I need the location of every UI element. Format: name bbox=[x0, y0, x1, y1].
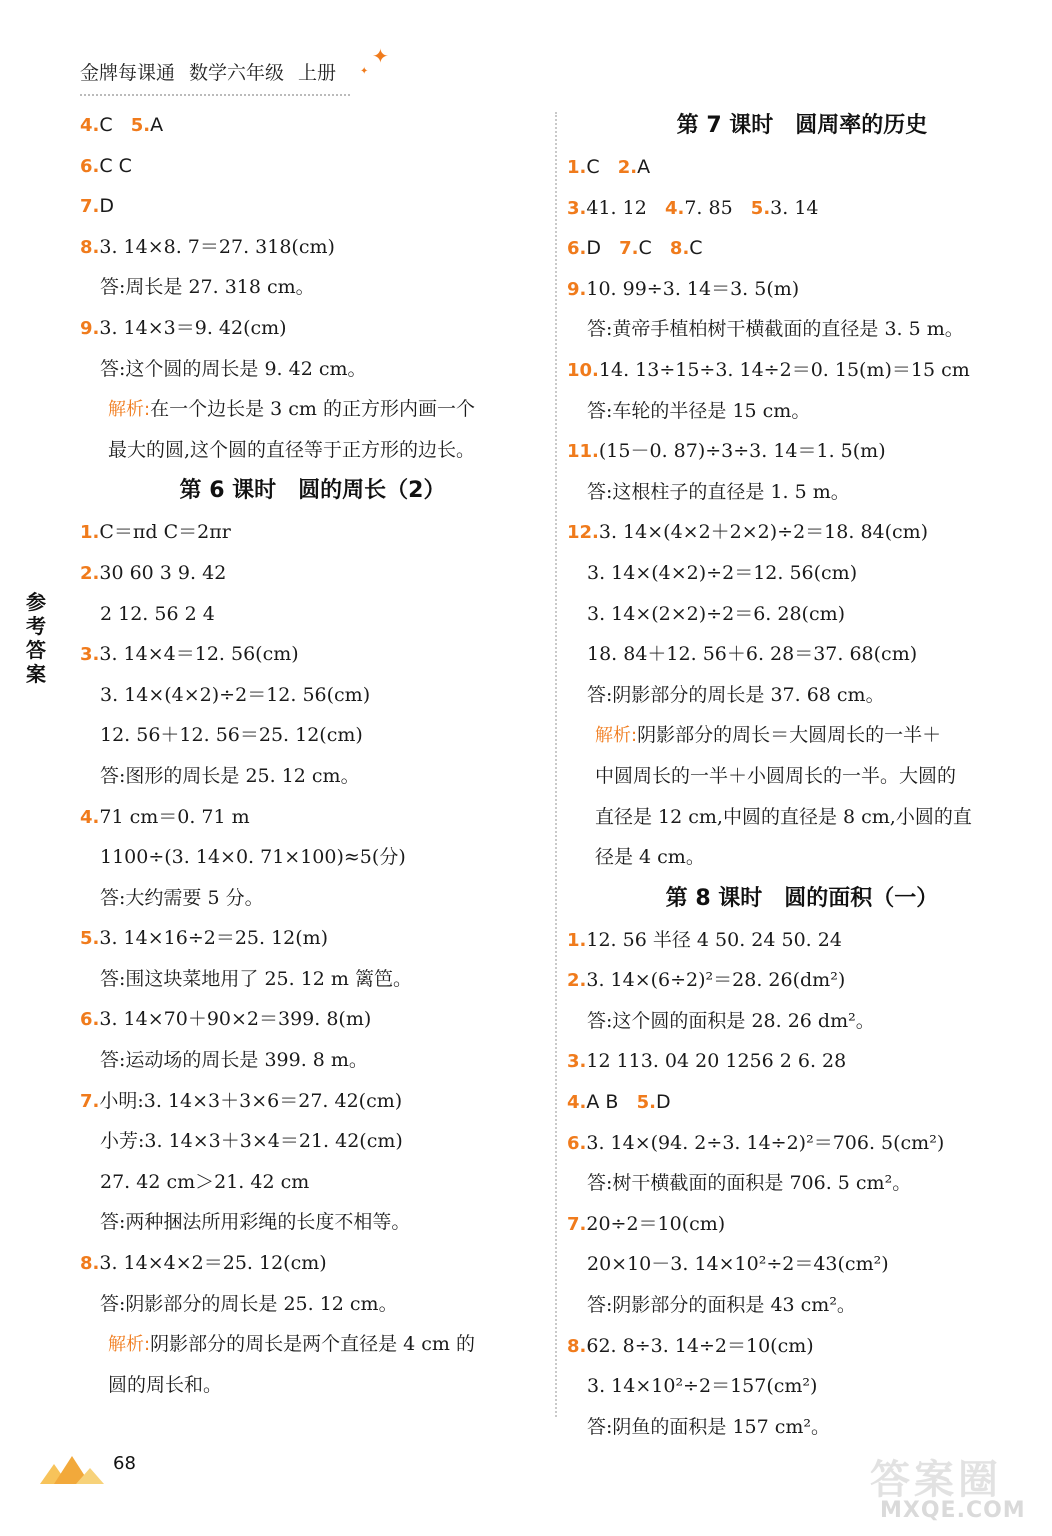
answer-line bbox=[567, 1407, 1037, 1448]
subject-grade: 数学六年级 bbox=[189, 62, 285, 84]
analysis-line bbox=[80, 1365, 545, 1406]
analysis-line bbox=[567, 797, 1037, 838]
answer-line bbox=[80, 1121, 545, 1162]
answer-text: C bbox=[638, 237, 652, 260]
answer-text: 3. 14×(2×2)÷2＝6. 28(cm) bbox=[587, 602, 846, 625]
answer-text: 答:阴影部分的面积是 43 cm²。 bbox=[587, 1294, 856, 1317]
answer-line bbox=[80, 1081, 545, 1122]
question-number: 4. bbox=[567, 1092, 587, 1114]
question-number: 12. bbox=[567, 522, 599, 544]
question-number: 3. bbox=[80, 644, 100, 666]
answer-text: 18. 84＋12. 56＋6. 28＝37. 68(cm) bbox=[587, 643, 918, 666]
answer-line bbox=[567, 594, 1037, 635]
right-column bbox=[567, 105, 1037, 1447]
answer-text: 20×10－3. 14×10²÷2＝43(cm²) bbox=[587, 1253, 889, 1276]
answer-text: C bbox=[99, 114, 113, 136]
answer-text: 小芳:3. 14×3＋3×4＝21. 42(cm) bbox=[100, 1130, 403, 1153]
question-number: 8. bbox=[80, 1253, 100, 1275]
question-number: 8. bbox=[80, 236, 100, 258]
question-number: 3. bbox=[567, 1051, 587, 1073]
answer-text: (15－0. 87)÷3÷3. 14＝1. 5(m) bbox=[598, 440, 886, 463]
answer-text: 3. 14×(94. 2÷3. 14÷2)²＝706. 5(cm²) bbox=[586, 1131, 945, 1154]
answer-line bbox=[80, 308, 545, 349]
answer-line bbox=[567, 188, 1037, 229]
question-number: 2. bbox=[617, 157, 638, 178]
section-title bbox=[80, 470, 545, 512]
answer-line bbox=[80, 999, 545, 1040]
answer-text: 3. 14×16÷2＝25. 12(m) bbox=[99, 927, 329, 950]
answer-text: 中圆周长的一半＋小圆周长的一半。大圆的 bbox=[595, 764, 957, 787]
answer-line bbox=[567, 634, 1037, 675]
answer-text: 答:这个圆的面积是 28. 26 dm²。 bbox=[587, 1009, 875, 1032]
answer-line bbox=[567, 269, 1037, 310]
answer-text: 12. 56 半径 4 50. 24 50. 24 bbox=[586, 928, 842, 951]
question-number: 7. bbox=[619, 238, 639, 260]
answer-line bbox=[80, 837, 545, 878]
answer-text: 答:围这块菜地用了 25. 12 m 篱笆。 bbox=[100, 967, 412, 990]
page-number: 68 bbox=[113, 1453, 136, 1474]
question-number: 2. bbox=[567, 970, 587, 992]
answer-text: 3. 14 bbox=[770, 196, 819, 219]
answer-text: 27. 42 cm＞21. 42 cm bbox=[100, 1170, 310, 1193]
answer-line bbox=[567, 920, 1037, 961]
question-number: 4. bbox=[80, 115, 100, 136]
answer-text: C bbox=[586, 156, 600, 178]
question-number: 9. bbox=[567, 278, 587, 300]
question-number: 6. bbox=[567, 238, 587, 260]
running-header bbox=[80, 58, 350, 96]
column-divider bbox=[555, 112, 557, 1417]
answer-text: C＝πd C＝2πr bbox=[99, 521, 231, 544]
question-number: 5. bbox=[130, 115, 151, 136]
watermark bbox=[860, 1448, 1040, 1528]
answer-text: D bbox=[586, 237, 602, 260]
answer-text: 3. 14×8. 7＝27. 318(cm) bbox=[99, 235, 335, 258]
answer-text: 71 cm＝0. 71 m bbox=[99, 805, 250, 828]
volume: 上册 bbox=[298, 62, 337, 84]
answer-text: 答:两种捆法所用彩绳的长度不相等。 bbox=[100, 1211, 411, 1234]
answer-text: 20÷2＝10(cm) bbox=[586, 1212, 726, 1235]
analysis-line bbox=[80, 1324, 545, 1365]
answer-line bbox=[567, 1041, 1037, 1082]
answer-text: 答:阴鱼的面积是 157 cm²。 bbox=[587, 1415, 831, 1438]
answer-text: 3. 14×4×2＝25. 12(cm) bbox=[99, 1252, 327, 1275]
answer-line bbox=[567, 228, 1037, 269]
answer-text: 答:周长是 27. 318 cm。 bbox=[100, 276, 315, 299]
answer-text: 阴影部分的周长是两个直径是 4 cm 的 bbox=[150, 1333, 475, 1356]
analysis-line bbox=[567, 715, 1037, 756]
answer-text: 答:这个圆的周长是 9. 42 cm。 bbox=[100, 357, 367, 380]
question-number: 4. bbox=[664, 197, 685, 219]
book-title: 金牌每课通 bbox=[80, 62, 176, 84]
answer-text: D bbox=[655, 1091, 671, 1114]
answer-text: 答:这根柱子的直径是 1. 5 m。 bbox=[587, 480, 850, 503]
answer-text: 7. 85 bbox=[684, 196, 733, 219]
analysis-line bbox=[567, 756, 1037, 797]
answer-line bbox=[80, 1202, 545, 1243]
question-number: 4. bbox=[80, 806, 100, 828]
question-number: 6. bbox=[80, 155, 100, 177]
question-number: 1. bbox=[567, 929, 587, 951]
answer-text: 62. 8÷3. 14÷2＝10(cm) bbox=[586, 1334, 814, 1357]
analysis-line bbox=[80, 430, 545, 471]
answer-text: 小明:3. 14×3＋3×6＝27. 42(cm) bbox=[99, 1089, 403, 1112]
sparkle-icon: ✦ bbox=[372, 44, 389, 68]
question-number: 6. bbox=[80, 1009, 100, 1031]
question-number: 2. bbox=[80, 562, 100, 584]
question-number: 7. bbox=[567, 1213, 587, 1235]
answer-line bbox=[567, 1204, 1037, 1245]
answer-line bbox=[567, 1163, 1037, 1204]
answer-text: 41. 12 bbox=[586, 196, 647, 219]
question-number: 3. bbox=[567, 197, 587, 219]
answer-text: 14. 13÷15÷3. 14÷2＝0. 15(m)＝15 cm bbox=[598, 358, 970, 381]
question-number: 10. bbox=[567, 359, 599, 381]
answer-text: 2 12. 56 2 4 bbox=[100, 602, 215, 625]
answer-text: 3. 14×(4×2＋2×2)÷2＝18. 84(cm) bbox=[598, 521, 929, 544]
answer-text: D bbox=[99, 195, 115, 218]
answer-text: 阴影部分的周长＝大圆周长的一半＋ bbox=[637, 724, 942, 747]
answer-line bbox=[80, 349, 545, 390]
answer-text: 答:图形的周长是 25. 12 cm。 bbox=[100, 764, 360, 787]
question-number: 8. bbox=[567, 1335, 587, 1357]
answer-line bbox=[567, 553, 1037, 594]
answer-text: 径是 4 cm。 bbox=[595, 846, 705, 869]
answer-line bbox=[567, 1123, 1037, 1164]
answer-line bbox=[80, 105, 545, 146]
answer-text: A bbox=[637, 156, 651, 178]
answer-line bbox=[567, 391, 1037, 432]
question-number: 9. bbox=[80, 317, 100, 339]
question-number: 1. bbox=[80, 522, 100, 544]
section-title-text: 第 6 课时 圆的周长（2） bbox=[179, 478, 446, 504]
answer-line bbox=[567, 1366, 1037, 1407]
answer-text: 答:车轮的半径是 15 cm。 bbox=[587, 399, 811, 422]
sparkle-small-icon: ✦ bbox=[360, 66, 369, 77]
answer-line bbox=[80, 1284, 545, 1325]
answer-line bbox=[80, 959, 545, 1000]
answer-text: C bbox=[689, 237, 703, 260]
answer-text: A B bbox=[586, 1091, 619, 1114]
answer-text: 最大的圆,这个圆的直径等于正方形的边长。 bbox=[108, 438, 476, 461]
answer-line bbox=[80, 797, 545, 838]
answer-text: 12 113. 04 20 1256 2 6. 28 bbox=[586, 1050, 847, 1073]
answer-text: C C bbox=[99, 154, 132, 177]
answer-text: 10. 99÷3. 14＝3. 5(m) bbox=[586, 277, 800, 300]
answer-line bbox=[567, 147, 1037, 188]
analysis-label: 解析: bbox=[108, 1334, 151, 1356]
question-number: 5. bbox=[80, 928, 100, 950]
answer-line bbox=[80, 1040, 545, 1081]
answer-text: 答:黄帝手植柏树干横截面的直径是 3. 5 m。 bbox=[587, 318, 964, 341]
answer-text: 3. 14×(6÷2)²＝28. 26(dm²) bbox=[586, 969, 846, 992]
side-tab-answers bbox=[22, 590, 50, 686]
answer-line bbox=[80, 634, 545, 675]
answer-line bbox=[567, 309, 1037, 350]
section-title bbox=[567, 878, 1037, 920]
answer-text: 3. 14×(4×2)÷2＝12. 56(cm) bbox=[100, 683, 371, 706]
question-number: 7. bbox=[80, 1090, 100, 1112]
watermark-url: MXQE.COM bbox=[880, 1498, 1026, 1523]
answer-text: 答:树干横截面的面积是 706. 5 cm²。 bbox=[587, 1172, 912, 1195]
answer-line bbox=[80, 675, 545, 716]
answer-text: A bbox=[150, 114, 164, 136]
question-number: 7. bbox=[80, 196, 100, 218]
answer-text: 30 60 3 9. 42 bbox=[99, 561, 227, 584]
answer-text: 3. 14×10²÷2＝157(cm²) bbox=[587, 1375, 818, 1398]
answer-text: 1100÷(3. 14×0. 71×100)≈5(分) bbox=[100, 846, 406, 869]
answer-line bbox=[80, 756, 545, 797]
answer-text: 答:运动场的周长是 399. 8 m。 bbox=[100, 1049, 368, 1072]
question-number: 11. bbox=[567, 441, 599, 463]
answer-line bbox=[567, 472, 1037, 513]
side-tab-label: 参考答案 bbox=[26, 590, 46, 686]
question-number: 8. bbox=[669, 238, 690, 260]
answer-text: 答:阴影部分的周长是 37. 68 cm。 bbox=[587, 683, 885, 706]
answer-line bbox=[567, 431, 1037, 472]
answer-line bbox=[567, 960, 1037, 1001]
answer-line bbox=[80, 227, 545, 268]
analysis-line bbox=[80, 389, 545, 430]
answer-line bbox=[80, 553, 545, 594]
question-number: 5. bbox=[636, 1092, 656, 1114]
answer-line bbox=[80, 1162, 545, 1203]
section-title bbox=[567, 105, 1037, 147]
answer-line bbox=[80, 715, 545, 756]
answer-line bbox=[567, 1001, 1037, 1042]
answer-line bbox=[80, 594, 545, 635]
answer-line bbox=[80, 186, 545, 227]
answer-text: 3. 14×(4×2)÷2＝12. 56(cm) bbox=[587, 561, 858, 584]
answer-line bbox=[80, 267, 545, 308]
answer-text: 答:大约需要 5 分。 bbox=[100, 886, 264, 909]
answer-text: 圆的周长和。 bbox=[108, 1373, 223, 1396]
answer-text: 答:阴影部分的周长是 25. 12 cm。 bbox=[100, 1292, 398, 1315]
answer-text: 3. 14×3＝9. 42(cm) bbox=[99, 316, 287, 339]
mountain-icon bbox=[40, 1452, 104, 1484]
answer-line bbox=[80, 146, 545, 187]
answer-line bbox=[80, 512, 545, 553]
answer-text: 3. 14×4＝12. 56(cm) bbox=[99, 643, 299, 666]
analysis-line bbox=[567, 837, 1037, 878]
section-title-text: 第 8 课时 圆的面积（一） bbox=[665, 885, 939, 911]
answer-line bbox=[567, 350, 1037, 391]
left-column bbox=[80, 105, 545, 1405]
answer-line bbox=[80, 878, 545, 919]
answer-line bbox=[80, 918, 545, 959]
section-title-text: 第 7 课时 圆周率的历史 bbox=[676, 113, 928, 138]
answer-text: 直径是 12 cm,中圆的直径是 8 cm,小圆的直 bbox=[595, 805, 972, 828]
answer-text: 3. 14×70＋90×2＝399. 8(m) bbox=[99, 1008, 372, 1031]
answer-line bbox=[80, 1243, 545, 1284]
answer-line bbox=[567, 1244, 1037, 1285]
answer-line bbox=[567, 1326, 1037, 1367]
question-number: 1. bbox=[567, 157, 587, 178]
answer-text: 在一个边长是 3 cm 的正方形内画一个 bbox=[150, 398, 475, 421]
answer-text: 12. 56＋12. 56＝25. 12(cm) bbox=[100, 724, 363, 747]
answer-line bbox=[567, 1082, 1037, 1123]
answer-line bbox=[567, 1285, 1037, 1326]
question-number: 5. bbox=[750, 197, 771, 219]
answer-line bbox=[567, 675, 1037, 716]
analysis-label: 解析: bbox=[595, 725, 638, 747]
analysis-label: 解析: bbox=[108, 399, 151, 421]
question-number: 6. bbox=[567, 1132, 587, 1154]
watermark-logo-text: 答案圈 bbox=[870, 1457, 1002, 1503]
answer-line bbox=[567, 512, 1037, 553]
